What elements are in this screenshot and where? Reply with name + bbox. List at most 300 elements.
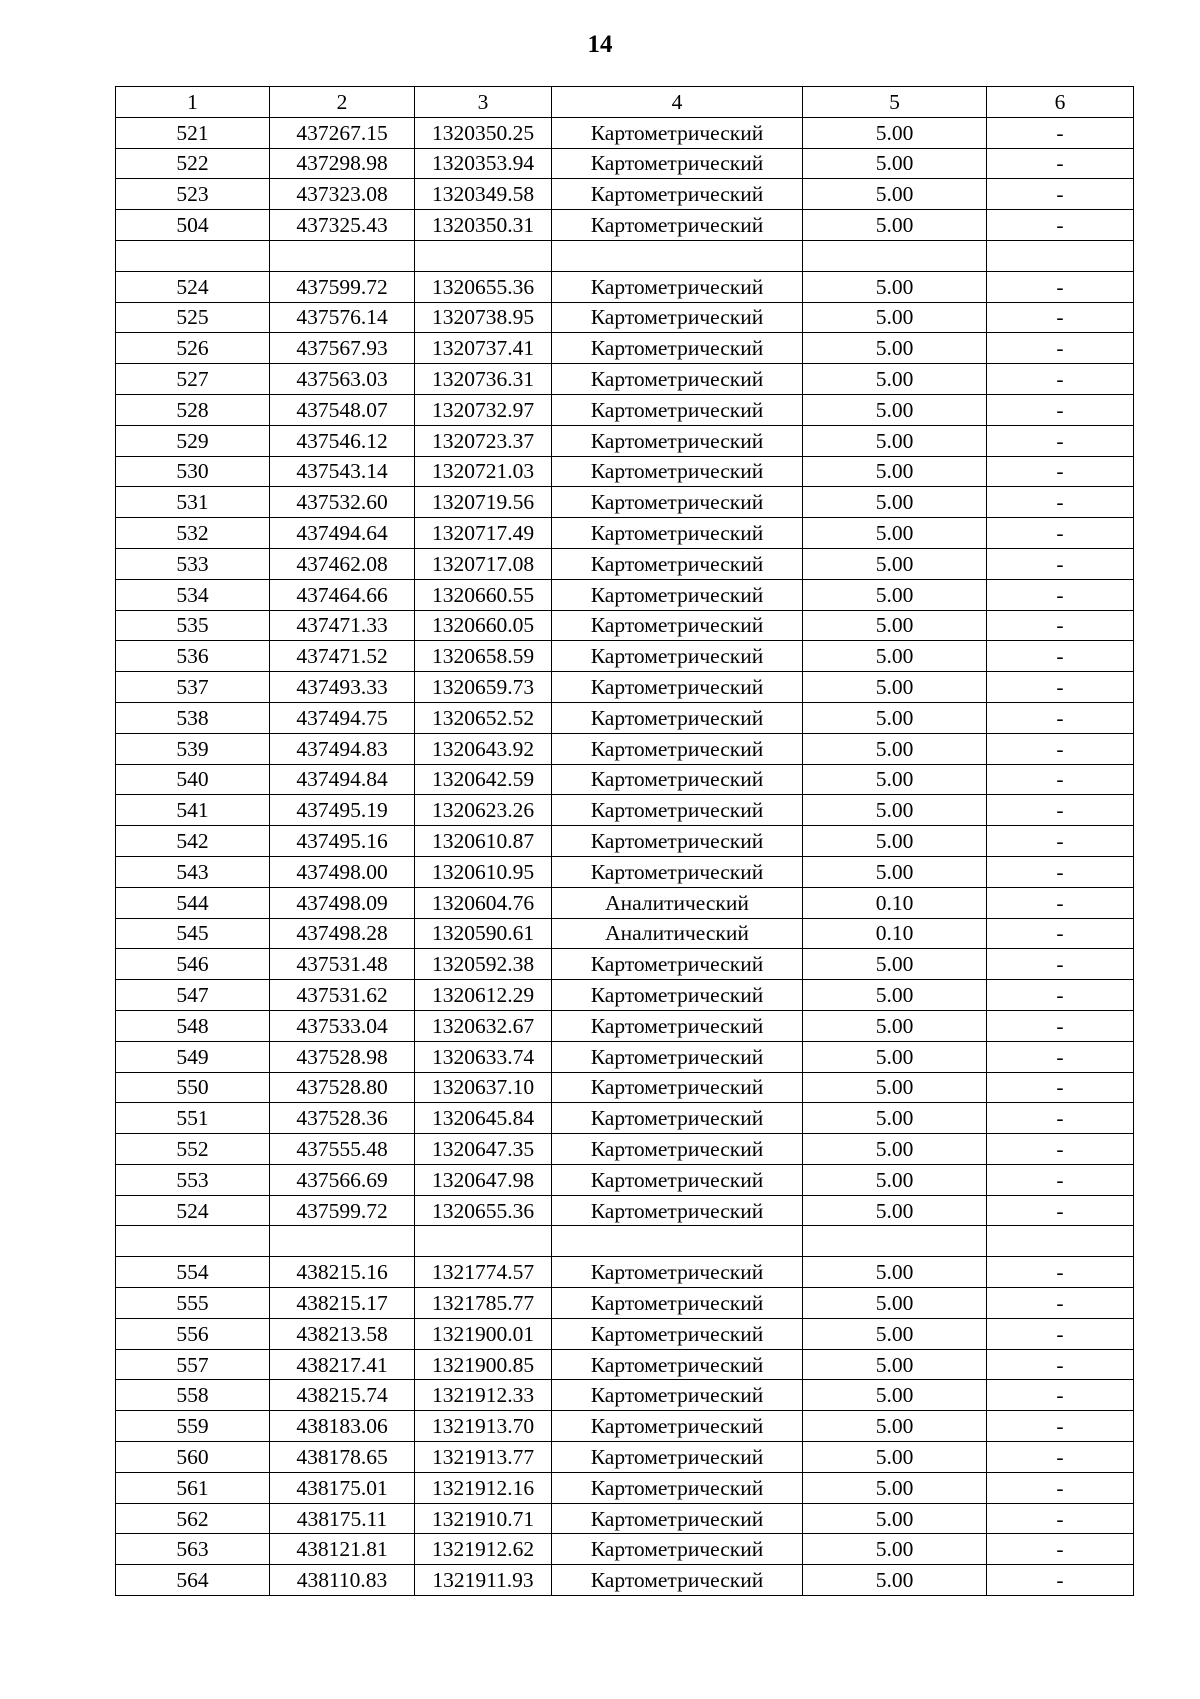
table-row [116,1503,1134,1534]
x-coordinate-cell: 437532.60 [270,487,415,518]
method-cell: Картометрический [552,271,803,302]
table-row [116,1349,1134,1380]
accuracy-cell: 5.00 [803,795,987,826]
method-cell: Картометрический [552,1442,803,1473]
point-number-cell: 504 [116,210,270,241]
x-coordinate-cell: 437494.75 [270,702,415,733]
accuracy-cell: 5.00 [803,1103,987,1134]
x-coordinate-cell: 438178.65 [270,1442,415,1473]
method-cell: Картометрический [552,1195,803,1226]
accuracy-cell: 5.00 [803,641,987,672]
y-coordinate-cell: 1320655.36 [415,1195,552,1226]
x-coordinate-cell: 437576.14 [270,302,415,333]
note-cell: - [987,364,1134,395]
point-number-cell: 530 [116,456,270,487]
method-cell: Картометрический [552,518,803,549]
accuracy-cell: 5.00 [803,733,987,764]
x-coordinate-cell: 437495.16 [270,826,415,857]
table-row [116,1534,1134,1565]
point-number-cell: 552 [116,1134,270,1165]
y-coordinate-cell: 1320645.84 [415,1103,552,1134]
method-cell: Картометрический [552,548,803,579]
table-row [116,733,1134,764]
method-cell: Картометрический [552,333,803,364]
method-cell: Картометрический [552,764,803,795]
y-coordinate-cell: 1320590.61 [415,918,552,949]
header-cell: 2 [270,87,415,118]
method-cell: Картометрический [552,1534,803,1565]
table-row [116,579,1134,610]
y-coordinate-cell: 1320350.31 [415,210,552,241]
y-coordinate-cell: 1320736.31 [415,364,552,395]
x-coordinate-cell: 437325.43 [270,210,415,241]
separator-row [116,240,1134,271]
x-coordinate-cell: 437599.72 [270,1195,415,1226]
method-cell: Картометрический [552,733,803,764]
note-cell: - [987,548,1134,579]
method-cell: Картометрический [552,826,803,857]
y-coordinate-cell [415,1226,552,1257]
point-number-cell: 551 [116,1103,270,1134]
accuracy-cell: 5.00 [803,210,987,241]
y-coordinate-cell: 1320592.38 [415,949,552,980]
y-coordinate-cell: 1320612.29 [415,980,552,1011]
accuracy-cell: 5.00 [803,1442,987,1473]
x-coordinate-cell: 438175.01 [270,1472,415,1503]
y-coordinate-cell: 1320717.49 [415,518,552,549]
table-row [116,487,1134,518]
point-number-cell: 558 [116,1380,270,1411]
method-cell: Картометрический [552,302,803,333]
point-number-cell: 525 [116,302,270,333]
method-cell: Картометрический [552,425,803,456]
x-coordinate-cell: 437267.15 [270,117,415,148]
note-cell: - [987,1472,1134,1503]
x-coordinate-cell: 437471.52 [270,641,415,672]
x-coordinate-cell: 437323.08 [270,179,415,210]
note-cell: - [987,980,1134,1011]
table-row [116,1257,1134,1288]
point-number-cell: 556 [116,1318,270,1349]
x-coordinate-cell: 438215.74 [270,1380,415,1411]
y-coordinate-cell: 1320721.03 [415,456,552,487]
x-coordinate-cell: 437298.98 [270,148,415,179]
header-row [116,87,1134,118]
note-cell: - [987,1349,1134,1380]
point-number-cell: 545 [116,918,270,949]
y-coordinate-cell: 1320660.05 [415,610,552,641]
table-row [116,333,1134,364]
header-cell: 6 [987,87,1134,118]
point-number-cell: 564 [116,1565,270,1596]
accuracy-cell: 5.00 [803,702,987,733]
table-row [116,1010,1134,1041]
y-coordinate-cell: 1321912.62 [415,1534,552,1565]
y-coordinate-cell: 1320647.35 [415,1134,552,1165]
accuracy-cell: 5.00 [803,333,987,364]
y-coordinate-cell: 1320652.52 [415,702,552,733]
table-row [116,518,1134,549]
table-row [116,425,1134,456]
method-cell: Картометрический [552,856,803,887]
y-coordinate-cell: 1320719.56 [415,487,552,518]
y-coordinate-cell: 1320642.59 [415,764,552,795]
point-number-cell: 523 [116,179,270,210]
table-row [116,1411,1134,1442]
x-coordinate-cell [270,240,415,271]
y-coordinate-cell: 1320732.97 [415,394,552,425]
x-coordinate-cell: 437563.03 [270,364,415,395]
method-cell: Картометрический [552,1288,803,1319]
note-cell: - [987,148,1134,179]
method-cell: Картометрический [552,1565,803,1596]
x-coordinate-cell: 437494.64 [270,518,415,549]
accuracy-cell [803,1226,987,1257]
method-cell: Картометрический [552,487,803,518]
y-coordinate-cell: 1321910.71 [415,1503,552,1534]
table-row [116,856,1134,887]
y-coordinate-cell: 1320349.58 [415,179,552,210]
method-cell: Картометрический [552,702,803,733]
table-row [116,795,1134,826]
point-number-cell: 546 [116,949,270,980]
accuracy-cell: 5.00 [803,487,987,518]
note-cell: - [987,456,1134,487]
table-row [116,117,1134,148]
method-cell: Картометрический [552,672,803,703]
note-cell: - [987,610,1134,641]
accuracy-cell: 5.00 [803,148,987,179]
y-coordinate-cell: 1320610.87 [415,826,552,857]
x-coordinate-cell: 437528.36 [270,1103,415,1134]
note-cell: - [987,117,1134,148]
note-cell: - [987,1164,1134,1195]
method-cell: Картометрический [552,1041,803,1072]
x-coordinate-cell: 437531.48 [270,949,415,980]
x-coordinate-cell: 437548.07 [270,394,415,425]
method-cell: Картометрический [552,641,803,672]
method-cell: Картометрический [552,1072,803,1103]
note-cell: - [987,826,1134,857]
point-number-cell: 535 [116,610,270,641]
accuracy-cell: 5.00 [803,1503,987,1534]
point-number-cell: 544 [116,887,270,918]
table-row [116,1288,1134,1319]
method-cell: Картометрический [552,364,803,395]
table-row [116,1565,1134,1596]
y-coordinate-cell: 1320723.37 [415,425,552,456]
method-cell: Картометрический [552,1103,803,1134]
note-cell: - [987,1257,1134,1288]
y-coordinate-cell: 1321913.70 [415,1411,552,1442]
method-cell: Аналитический [552,918,803,949]
point-number-cell: 532 [116,518,270,549]
note-cell: - [987,795,1134,826]
note-cell: - [987,1288,1134,1319]
table-row [116,548,1134,579]
point-number-cell: 529 [116,425,270,456]
y-coordinate-cell: 1320610.95 [415,856,552,887]
method-cell [552,1226,803,1257]
y-coordinate-cell: 1321913.77 [415,1442,552,1473]
table-row [116,702,1134,733]
x-coordinate-cell: 438215.16 [270,1257,415,1288]
method-cell: Картометрический [552,1503,803,1534]
note-cell: - [987,918,1134,949]
point-number-cell: 543 [116,856,270,887]
note-cell: - [987,394,1134,425]
y-coordinate-cell: 1321912.16 [415,1472,552,1503]
method-cell: Картометрический [552,579,803,610]
accuracy-cell: 5.00 [803,826,987,857]
method-cell: Картометрический [552,1164,803,1195]
accuracy-cell: 5.00 [803,1380,987,1411]
accuracy-cell: 5.00 [803,1565,987,1596]
method-cell: Аналитический [552,887,803,918]
method-cell: Картометрический [552,1257,803,1288]
table-row [116,210,1134,241]
table-row [116,1472,1134,1503]
accuracy-cell: 5.00 [803,980,987,1011]
x-coordinate-cell: 438183.06 [270,1411,415,1442]
point-number-cell: 560 [116,1442,270,1473]
method-cell: Картометрический [552,179,803,210]
method-cell: Картометрический [552,394,803,425]
point-number-cell [116,1226,270,1257]
point-number-cell: 540 [116,764,270,795]
accuracy-cell: 5.00 [803,394,987,425]
note-cell: - [987,1565,1134,1596]
point-number-cell: 555 [116,1288,270,1319]
x-coordinate-cell: 437533.04 [270,1010,415,1041]
x-coordinate-cell: 437543.14 [270,456,415,487]
table-row [116,672,1134,703]
x-coordinate-cell: 438110.83 [270,1565,415,1596]
point-number-cell: 524 [116,271,270,302]
accuracy-cell: 5.00 [803,1288,987,1319]
y-coordinate-cell: 1320717.08 [415,548,552,579]
y-coordinate-cell: 1320737.41 [415,333,552,364]
point-number-cell: 526 [116,333,270,364]
method-cell: Картометрический [552,1318,803,1349]
table-row [116,826,1134,857]
header-cell: 5 [803,87,987,118]
table-row [116,641,1134,672]
note-cell: - [987,1072,1134,1103]
y-coordinate-cell: 1320623.26 [415,795,552,826]
accuracy-cell: 5.00 [803,579,987,610]
x-coordinate-cell: 437528.98 [270,1041,415,1072]
accuracy-cell: 5.00 [803,302,987,333]
note-cell: - [987,949,1134,980]
accuracy-cell: 5.00 [803,1349,987,1380]
accuracy-cell: 5.00 [803,548,987,579]
accuracy-cell: 5.00 [803,1472,987,1503]
x-coordinate-cell: 437498.00 [270,856,415,887]
accuracy-cell: 5.00 [803,117,987,148]
table-row [116,764,1134,795]
method-cell: Картометрический [552,456,803,487]
y-coordinate-cell: 1320659.73 [415,672,552,703]
method-cell: Картометрический [552,795,803,826]
page-number: 14 [587,31,613,58]
x-coordinate-cell: 437462.08 [270,548,415,579]
x-coordinate-cell: 438215.17 [270,1288,415,1319]
table-body [116,87,1134,1596]
point-number-cell: 548 [116,1010,270,1041]
y-coordinate-cell: 1321912.33 [415,1380,552,1411]
x-coordinate-cell [270,1226,415,1257]
note-cell: - [987,702,1134,733]
y-coordinate-cell: 1321785.77 [415,1288,552,1319]
note-cell: - [987,333,1134,364]
accuracy-cell: 5.00 [803,1072,987,1103]
table-row [116,1164,1134,1195]
note-cell: - [987,518,1134,549]
x-coordinate-cell: 437494.84 [270,764,415,795]
point-number-cell: 533 [116,548,270,579]
table-row [116,980,1134,1011]
x-coordinate-cell: 437464.66 [270,579,415,610]
method-cell: Картометрический [552,980,803,1011]
note-cell: - [987,579,1134,610]
table-row [116,148,1134,179]
table-row [116,949,1134,980]
note-cell [987,240,1134,271]
note-cell: - [987,1503,1134,1534]
y-coordinate-cell [415,240,552,271]
accuracy-cell: 5.00 [803,1134,987,1165]
table-row [116,918,1134,949]
table-row [116,271,1134,302]
accuracy-cell: 5.00 [803,1257,987,1288]
y-coordinate-cell: 1320604.76 [415,887,552,918]
y-coordinate-cell: 1320350.25 [415,117,552,148]
y-coordinate-cell: 1320658.59 [415,641,552,672]
accuracy-cell: 5.00 [803,610,987,641]
method-cell: Картометрический [552,148,803,179]
accuracy-cell: 5.00 [803,456,987,487]
accuracy-cell: 5.00 [803,179,987,210]
note-cell: - [987,1411,1134,1442]
x-coordinate-cell: 437546.12 [270,425,415,456]
note-cell: - [987,1380,1134,1411]
method-cell: Картометрический [552,117,803,148]
point-number-cell: 531 [116,487,270,518]
method-cell: Картометрический [552,210,803,241]
table-row [116,1103,1134,1134]
y-coordinate-cell: 1320633.74 [415,1041,552,1072]
point-number-cell: 554 [116,1257,270,1288]
header-cell: 3 [415,87,552,118]
note-cell: - [987,179,1134,210]
accuracy-cell: 5.00 [803,856,987,887]
note-cell: - [987,887,1134,918]
table-row [116,1318,1134,1349]
x-coordinate-cell: 437555.48 [270,1134,415,1165]
point-number-cell: 524 [116,1195,270,1226]
point-number-cell: 536 [116,641,270,672]
header-cell: 4 [552,87,803,118]
method-cell [552,240,803,271]
x-coordinate-cell: 437498.09 [270,887,415,918]
x-coordinate-cell: 437567.93 [270,333,415,364]
x-coordinate-cell: 437528.80 [270,1072,415,1103]
method-cell: Картометрический [552,949,803,980]
accuracy-cell: 5.00 [803,364,987,395]
point-number-cell: 549 [116,1041,270,1072]
note-cell: - [987,1103,1134,1134]
separator-row [116,1226,1134,1257]
accuracy-cell: 5.00 [803,271,987,302]
point-number-cell: 550 [116,1072,270,1103]
point-number-cell: 537 [116,672,270,703]
note-cell: - [987,487,1134,518]
table-row [116,364,1134,395]
x-coordinate-cell: 437493.33 [270,672,415,703]
y-coordinate-cell: 1321900.85 [415,1349,552,1380]
y-coordinate-cell: 1321911.93 [415,1565,552,1596]
note-cell: - [987,641,1134,672]
x-coordinate-cell: 437494.83 [270,733,415,764]
table-row [116,1134,1134,1165]
note-cell: - [987,1010,1134,1041]
accuracy-cell: 5.00 [803,1010,987,1041]
x-coordinate-cell: 437495.19 [270,795,415,826]
y-coordinate-cell: 1320655.36 [415,271,552,302]
accuracy-cell: 0.10 [803,918,987,949]
y-coordinate-cell: 1320353.94 [415,148,552,179]
table-row [116,179,1134,210]
y-coordinate-cell: 1321774.57 [415,1257,552,1288]
accuracy-cell: 5.00 [803,764,987,795]
point-number-cell: 561 [116,1472,270,1503]
point-number-cell: 559 [116,1411,270,1442]
point-number-cell: 539 [116,733,270,764]
note-cell: - [987,1442,1134,1473]
table-row [116,456,1134,487]
y-coordinate-cell: 1320647.98 [415,1164,552,1195]
point-number-cell: 547 [116,980,270,1011]
x-coordinate-cell: 438175.11 [270,1503,415,1534]
coordinates-table [115,86,1134,1596]
accuracy-cell: 5.00 [803,518,987,549]
table-row [116,1195,1134,1226]
x-coordinate-cell: 438217.41 [270,1349,415,1380]
note-cell: - [987,302,1134,333]
note-cell: - [987,1534,1134,1565]
x-coordinate-cell: 437498.28 [270,918,415,949]
method-cell: Картометрический [552,1349,803,1380]
point-number-cell: 538 [116,702,270,733]
table-row [116,1380,1134,1411]
y-coordinate-cell: 1320643.92 [415,733,552,764]
point-number-cell: 557 [116,1349,270,1380]
table-row [116,1041,1134,1072]
accuracy-cell: 5.00 [803,1041,987,1072]
x-coordinate-cell: 437566.69 [270,1164,415,1195]
accuracy-cell [803,240,987,271]
note-cell: - [987,672,1134,703]
method-cell: Картометрический [552,1380,803,1411]
note-cell: - [987,1318,1134,1349]
point-number-cell: 562 [116,1503,270,1534]
accuracy-cell: 5.00 [803,1195,987,1226]
accuracy-cell: 5.00 [803,1411,987,1442]
accuracy-cell: 5.00 [803,425,987,456]
point-number-cell: 553 [116,1164,270,1195]
y-coordinate-cell: 1320660.55 [415,579,552,610]
